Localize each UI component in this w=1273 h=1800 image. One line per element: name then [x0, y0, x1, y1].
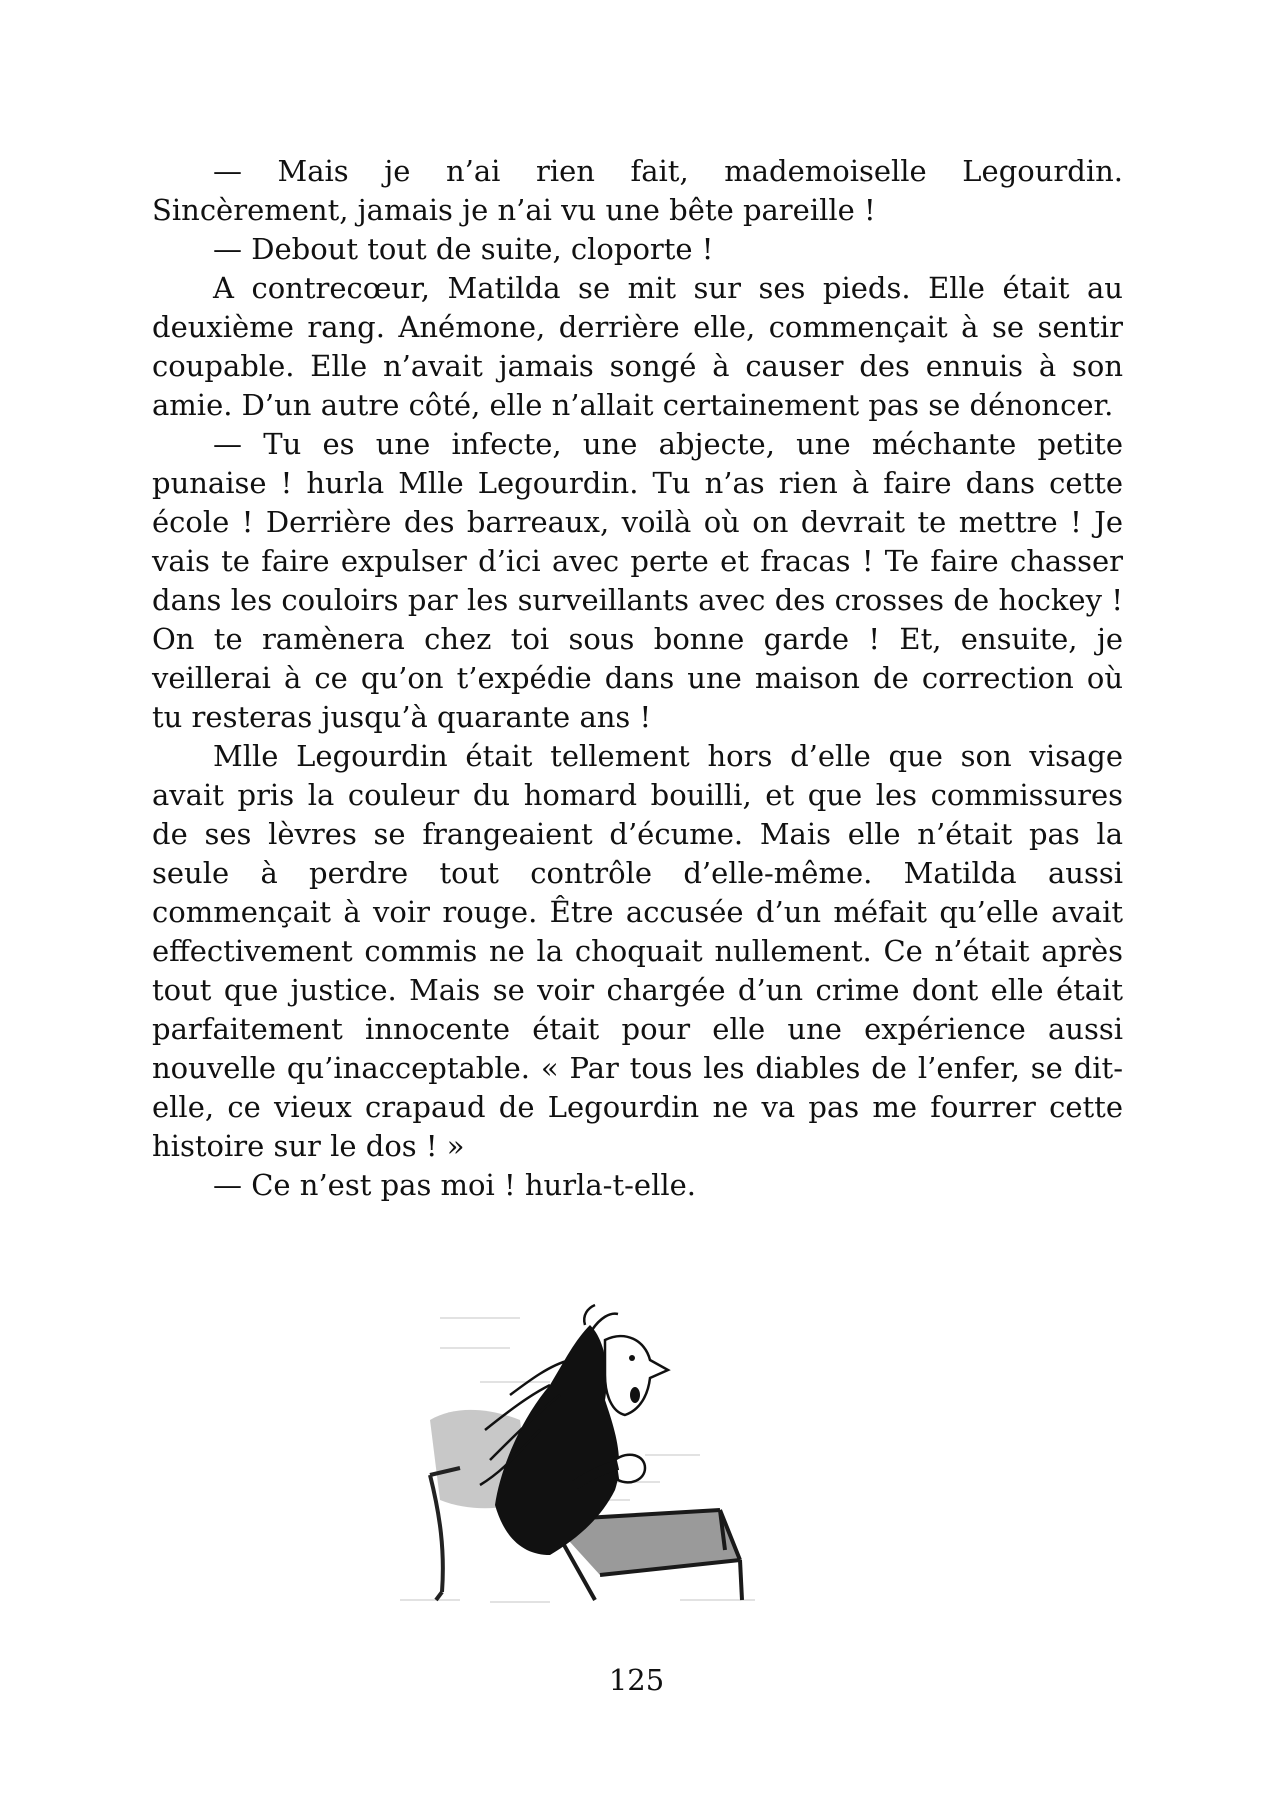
- eye: [629, 1355, 635, 1361]
- paragraph-6: — Ce n’est pas moi ! hurla-t-elle.: [213, 1168, 697, 1202]
- paragraph-2: — Debout tout de suite, cloporte !: [213, 232, 714, 266]
- paragraph-5: Mlle Legourdin était tellement hors d’elle que son visage avait pris la couleur du homard bouilli, et que les commissures de ses lèvres se frangeaient d’écume. Mais elle n’était pas la seule à perdre tout contrôle d’elle-même. Matilda aussi commençait à voir rouge. Être accusée d’un méfait qu’elle avait effectivement commis ne la choquait nullement. Ce n’était après tout que justice. Mais se voir chargée d’un crime dont elle était parfaitement innocente était pour elle une expérience aussi nouvelle qu’inacceptable. « Par tous les diables de l’enfer, se dit-elle, ce vieux crapaud de Legourdin ne va pas me fourrer cette histoire sur le dos ! »: [152, 739, 1123, 1163]
- fist: [615, 1455, 645, 1483]
- page-number: 125: [608, 1663, 665, 1697]
- mouth: [630, 1387, 640, 1403]
- face: [605, 1336, 668, 1415]
- matilda-illustration: [400, 1300, 760, 1610]
- body-text: [152, 152, 1123, 1205]
- paragraph-1: — Mais je n’ai rien fait, mademoiselle Legourdin. Sincèrement, jamais je n’ai vu une bête pareille !: [152, 154, 1123, 227]
- paragraph-4: — Tu es une infecte, une abjecte, une méchante petite punaise ! hurla Mlle Legourdin. Tu n’as rien à faire dans cette école ! Derrière des barreaux, voilà où on devrait te mettre ! Je vais te faire expulser d’ici avec perte et fracas ! Te faire chasser dans les couloirs par les surveillants avec des crosses de hockey ! On te ramènera chez toi sous bonne garde ! Et, ensuite, je veillerai à ce qu’on t’expédie dans une maison de correction où tu resteras jusqu’à quarante ans !: [152, 427, 1123, 734]
- paragraph-3: A contrecœur, Matilda se mit sur ses pieds. Elle était au deuxième rang. Anémone, derrière elle, commençait à se sentir coupable. Elle n’avait jamais songé à causer des ennuis à son amie. D’un autre côté, elle n’allait certainement pas se dénoncer.: [152, 271, 1123, 422]
